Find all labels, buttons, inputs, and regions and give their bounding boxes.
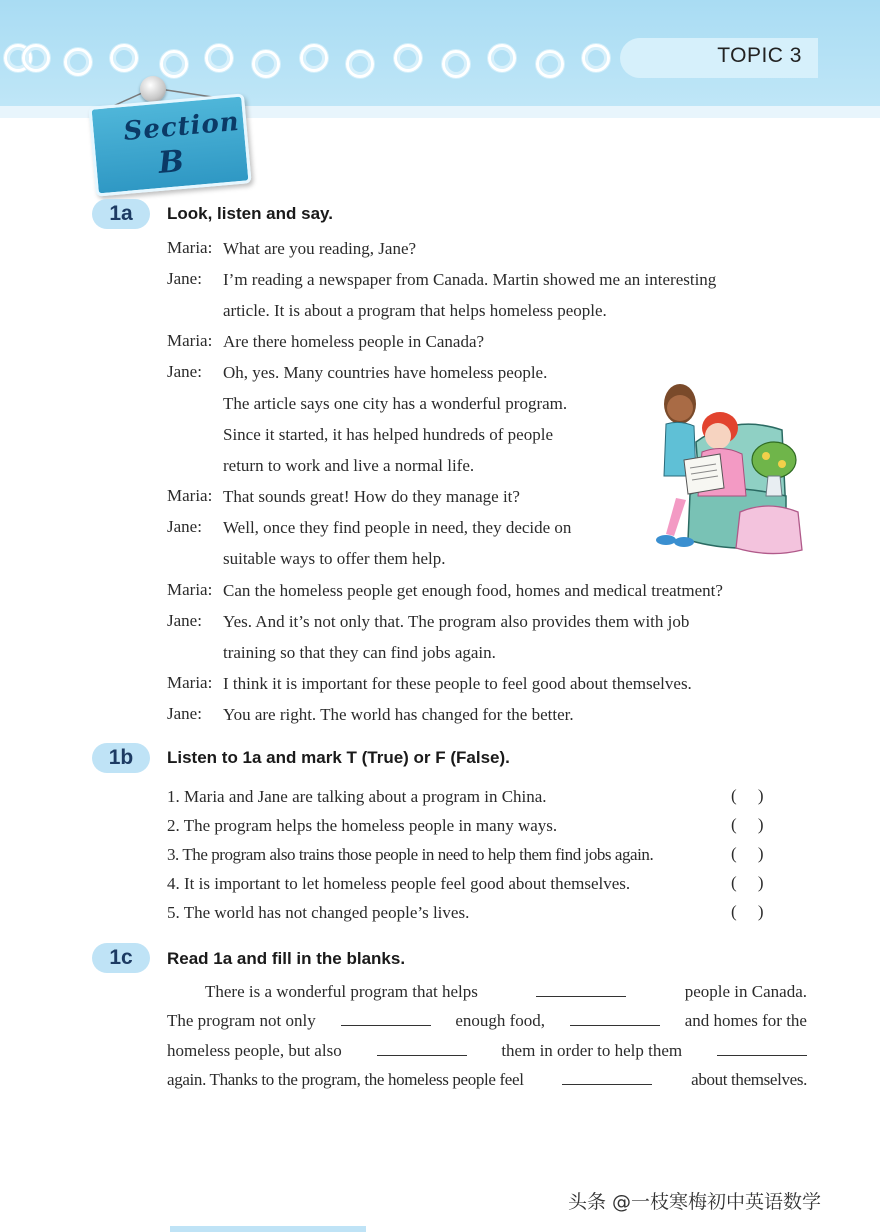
answer-parentheses[interactable]: ( ) [731, 873, 764, 892]
paragraph-line [167, 982, 807, 1002]
paragraph-line [167, 1041, 807, 1061]
speaker-label: Maria: [167, 238, 213, 257]
text-segment: them in order to help them [501, 1041, 683, 1060]
speaker-label: Jane: [167, 362, 202, 381]
ring-icon [582, 44, 610, 72]
blank-field[interactable] [717, 1041, 807, 1056]
answer-parentheses[interactable]: ( ) [731, 786, 764, 805]
text-segment: There is a wonderful program that helps [205, 982, 478, 1001]
paragraph-line [167, 1011, 807, 1031]
dialogue-line: That sounds great! How do they manage it? [223, 487, 520, 506]
text-segment: and homes for the [684, 1011, 807, 1030]
answer-parentheses[interactable]: ( ) [731, 844, 764, 863]
dialogue-line: Since it started, it has helped hundreds of people [223, 425, 553, 444]
list-item: 4. It is important to let homeless people feel good about themselves. [167, 874, 631, 893]
dialogue-line: suitable ways to offer them help. [223, 549, 446, 568]
dialogue-line: Are there homeless people in Canada? [223, 332, 485, 351]
text-segment: enough food, [455, 1011, 546, 1030]
topic-label: TOPIC 3 [717, 44, 802, 67]
dialogue-line: I think it is important for these people to feel good about themselves. [223, 674, 692, 693]
activity-title-1a: Look, listen and say. [167, 204, 333, 223]
answer-parentheses[interactable]: ( ) [731, 902, 764, 921]
list-item: 2. The program helps the homeless people in many ways. [167, 816, 558, 835]
bottom-accent-bar [170, 1226, 366, 1232]
blank-field[interactable] [341, 1011, 431, 1026]
section-word: Section [122, 106, 241, 147]
pin-icon [140, 76, 166, 102]
speaker-label: Jane: [167, 611, 202, 630]
speaker-label: Maria: [167, 673, 213, 692]
dialogue-line: training so that they can find jobs again. [223, 643, 496, 662]
list-item: 3. The program also trains those people in need to help them find jobs again. [167, 845, 654, 864]
dialogue-line: What are you reading, Jane? [223, 239, 417, 258]
speaker-label: Maria: [167, 331, 213, 350]
dialogue-line: Oh, yes. Many countries have homeless people. [223, 363, 548, 382]
speaker-label: Maria: [167, 486, 213, 505]
blank-field[interactable] [536, 982, 626, 997]
text-segment: homeless people, but also [167, 1041, 342, 1060]
activity-badge-1a: 1a [92, 199, 150, 229]
dialogue-line: article. It is about a program that helps homeless people. [223, 301, 607, 320]
ring-icon [488, 44, 516, 72]
dialogue-line: I’m reading a newspaper from Canada. Martin showed me an interesting [223, 270, 717, 289]
blank-field[interactable] [377, 1041, 467, 1056]
text-segment: again. Thanks to the program, the homeless people feel [167, 1070, 524, 1089]
ring-icon [394, 44, 422, 72]
activity-badge-1c: 1c [92, 943, 150, 973]
watermark: 头条 @一枝寒梅初中英语数学 [568, 1191, 822, 1213]
blank-field[interactable] [570, 1011, 660, 1026]
speaker-label: Jane: [167, 517, 202, 536]
paragraph-line [167, 1070, 807, 1090]
dialogue-line: Well, once they find people in need, they decide on [223, 518, 572, 537]
ring-icon [300, 44, 328, 72]
section-letter: B [157, 143, 186, 181]
ring-icon [346, 50, 374, 78]
activity-title-1c: Read 1a and fill in the blanks. [167, 949, 406, 968]
dialogue-line: Yes. And it’s not only that. The program also provides them with job [223, 612, 690, 631]
list-item: 5. The world has not changed people’s lives. [167, 903, 470, 922]
dialogue-line: The article says one city has a wonderful program. [223, 394, 568, 413]
text-segment: The program not only [167, 1011, 316, 1030]
speaker-label: Maria: [167, 580, 213, 599]
ring-icon [536, 50, 564, 78]
ring-icon [442, 50, 470, 78]
section-sign [88, 93, 251, 196]
answer-parentheses[interactable]: ( ) [731, 815, 764, 834]
blank-field[interactable] [562, 1070, 652, 1085]
activity-title-1b: Listen to 1a and mark T (True) or F (False). [167, 748, 510, 767]
text-segment: about themselves. [691, 1070, 807, 1089]
dialogue-line: return to work and live a normal life. [223, 456, 475, 475]
speaker-label: Jane: [167, 704, 202, 723]
activity-badge-1b: 1b [92, 743, 150, 773]
list-item: 1. Maria and Jane are talking about a program in China. [167, 787, 547, 806]
girls-reading-illustration [636, 364, 806, 560]
dialogue-line: Can the homeless people get enough food, homes and medical treatment? [223, 581, 723, 600]
text-segment: people in Canada. [684, 982, 807, 1001]
dialogue-line: You are right. The world has changed for the better. [223, 705, 574, 724]
speaker-label: Jane: [167, 269, 202, 288]
